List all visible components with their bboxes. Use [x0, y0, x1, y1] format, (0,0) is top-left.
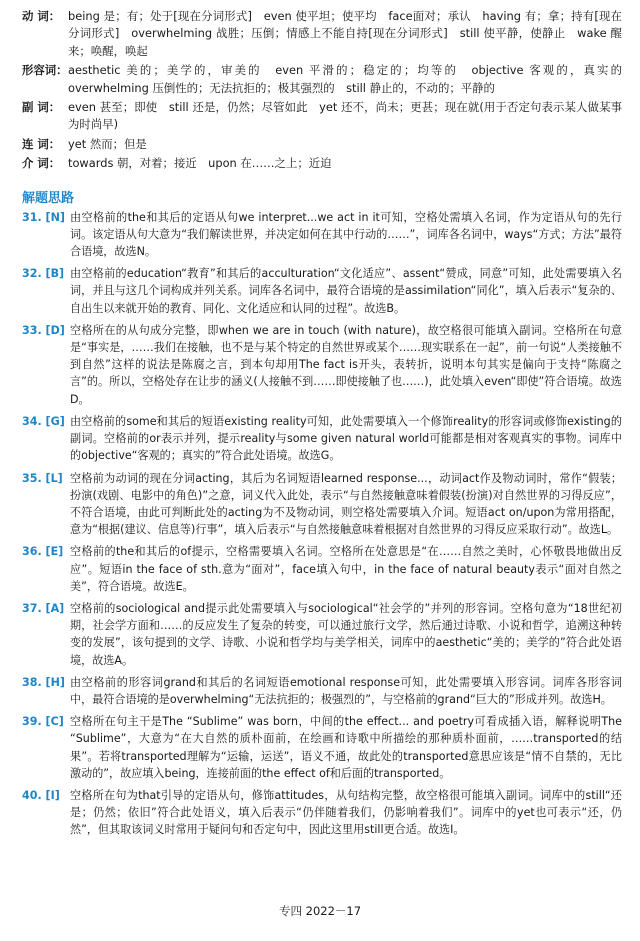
answer-explanation: 由空格前的some和其后的短语existing reality可知，此处需要填入一个修饰reality的形容词或修饰existing的副词。空格前的or表示并列，提示reality与some given natural world可能都是相对客观真实的事物。词库中的objective“客观的；真实的”符合此处语境。故选G。	[70, 414, 622, 463]
answer-item-33	[22, 322, 622, 408]
answer-item-39	[22, 713, 622, 782]
section-heading: 解题思路	[22, 190, 75, 206]
vocab-row-preposition	[22, 155, 622, 172]
answer-explanation: 空格所在句主干是The “Sublime” was born，中间的the effect... and poetry可看成插入语，解释说明The “Sublime”，大意为“在大自然的质朴面前，在绘画和诗歌中所描绘的那种质朴面前，……transported的结果”。若将transported理解为“运输，运送”，语义不通，故此处的transported意思应该是“情不自禁的，无比激动的”，故应填入being，连接前面的the effect of和后面的transported。	[70, 715, 622, 780]
answer-item-37	[22, 600, 622, 669]
answer-explanation: 空格前的sociological and提示此处需要填入与sociological“社会学的”并列的形容词。空格句意为“18世纪初期，社会学方面和……的反应发生了复杂的转变，可以通过旅行文学，然后通过诗歌、小说和哲学，追溯这种转变的发展”，该句提到的文学、诗歌、小说和哲学均与美学相关，词库中的aesthetic“美的；美学的”符合此处语境，故选A。	[70, 601, 622, 667]
answer-explanation: 空格前为动词的现在分词acting，其后为名词短语learned response...，动词act作及物动词时，常作“假装；扮演(戏剧、电影中的角色)”之意，词义代入此处，表示“与自然接触意味着假装(扮演)对自然世界的习得反应”，不符合语境，由此可判断此处的acting为不及物动词，则空格处需要填入介词。短语act on/upon为常用搭配，意为“根据(建议、信息等)行事”，填入后表示“与自然接触意味着根据对自然世界的习得反应采取行动”。故选L。	[70, 471, 622, 537]
answer-item-36	[22, 543, 622, 595]
answer-item-40	[22, 787, 622, 839]
page-footer: 专四 2022－17	[278, 904, 362, 918]
answer-number: 34. [G]	[22, 414, 65, 428]
vocab-pos: 动 词：	[22, 9, 61, 23]
answer-item-32	[22, 265, 622, 317]
answer-explanation: 由空格前的education“教育”和其后的acculturation“文化适应”、assent“赞成，同意”可知，此处需要填入名词，并且与这几个词构成并列关系。词库各名词中，最符合语境的是assimilation“同化”，填入后表示“复杂的、自出生以来就开始的教育、同化、文化适应和认同的过程”。故选B。	[70, 267, 622, 315]
answer-explanation: 空格前的the和其后的of提示，空格需要填入名词。空格所在处意思是“在……自然之美时，心怀敬畏地做出反应”。短语in the face of sth.意为“面对”，face填入句中，in the face of natural beauty表示“面对自然之美”，符合语境。故选E。	[70, 545, 622, 593]
vocab-definitions: being 是；有；处于[现在分词形式] even 使平坦；使平均 face面对；承认 having 有；拿；持有[现在分词形式] overwhelming 战胜；压倒；情感上不能自持[现在分词形式] still 使平静，使静止 wake 醒来；唤醒，唤起	[68, 9, 622, 58]
answer-item-34	[22, 413, 622, 465]
vocab-definitions: yet 然而；但是	[68, 136, 147, 151]
answer-number: 33. [D]	[22, 323, 65, 337]
vocab-definitions: towards 朝，对着；接近 upon 在……之上；近迫	[68, 156, 332, 171]
vocab-row-adjective	[22, 62, 634, 97]
answer-number: 31. [N]	[22, 210, 65, 224]
vocab-row-conjunction	[22, 136, 622, 153]
answer-explanation: 由空格前的the和其后的定语从句we interpret...we act in it可知，空格处需填入名词，作为定语从句的先行词。该定语从句大意为“我们解读世界，并决定如何在其中行动的……”，词库各名词中，ways“方式；方法”最符合语境，故选N。	[70, 210, 622, 259]
answer-explanation: 空格所在句为that引导的定语从句，修饰attitudes，从句结构完整，故空格很可能填入副词。词库中的still“还是；仍然；依旧”符合此处语义，填入后表示“仍伴随着我们，仍影响着我们”。词库中的yet也可表示“还，仍然”，但其取该词义时常用于疑问句和否定句中，因此这里用still更合适。故选I。	[70, 788, 622, 837]
answer-number: 39. [C]	[22, 715, 64, 729]
vocab-pos: 副 词：	[22, 100, 61, 115]
vocab-pos: 介 词：	[22, 156, 61, 171]
vocab-pos: 形容词：	[22, 63, 68, 78]
vocab-definitions: even 甚至；即使 still 还是，仍然；尽管如此 yet 还不，尚未；更甚；现在就(用于否定句表示某人做某事为时尚早)	[68, 100, 622, 132]
answer-item-38	[22, 674, 622, 708]
vocab-definitions: aesthetic 美的；美学的，审美的 even 平滑的；稳定的；均等的 objective 客观的，真实的 overwhelming 压倒性的；无法抗拒的；极其强烈的 still 静止的，不动的；平静的	[68, 63, 634, 95]
answer-list	[22, 209, 622, 839]
vocab-pos: 连 词：	[22, 136, 61, 151]
vocab-row-verb	[22, 8, 622, 60]
answer-explanation: 空格所在的从句成分完整，即when we are in touch (with nature)，故空格很可能填入副词。空格所在句意是“事实是，……我们在接触，也不是与某个特定的自然世界或某个……现实联系在一起”，前一句说“人类接触不到自然”这样的说法是陈腐之言，到本句却用The fact is开头，表转折，说明本句其实是偏向于支持“陈腐之言”的。所以，空格处存在让步的涵义(人接触不到……即使接触了也……)，此处填入even“即使”符合语境。故选D。	[70, 323, 622, 406]
answer-item-31	[22, 209, 622, 261]
answer-number: 32. [B]	[22, 267, 65, 281]
answer-number: 37. [A]	[22, 601, 65, 615]
answer-number: 36. [E]	[22, 545, 64, 559]
answer-number: 35. [L]	[22, 471, 63, 485]
answer-number: 38. [H]	[22, 675, 65, 689]
answer-number: 40. [I]	[22, 788, 60, 802]
vocab-section	[22, 8, 634, 173]
answer-explanation: 由空格前的形容词grand和其后的名词短语emotional response可知，此处需要填入形容词。词库各形容词中，最符合语境的是overwhelming“无法抗拒的；极强烈的”，与空格前的grand“巨大的”形成并列。故选H。	[70, 675, 622, 706]
answer-item-35	[22, 470, 622, 539]
vocab-row-adverb	[22, 99, 622, 134]
